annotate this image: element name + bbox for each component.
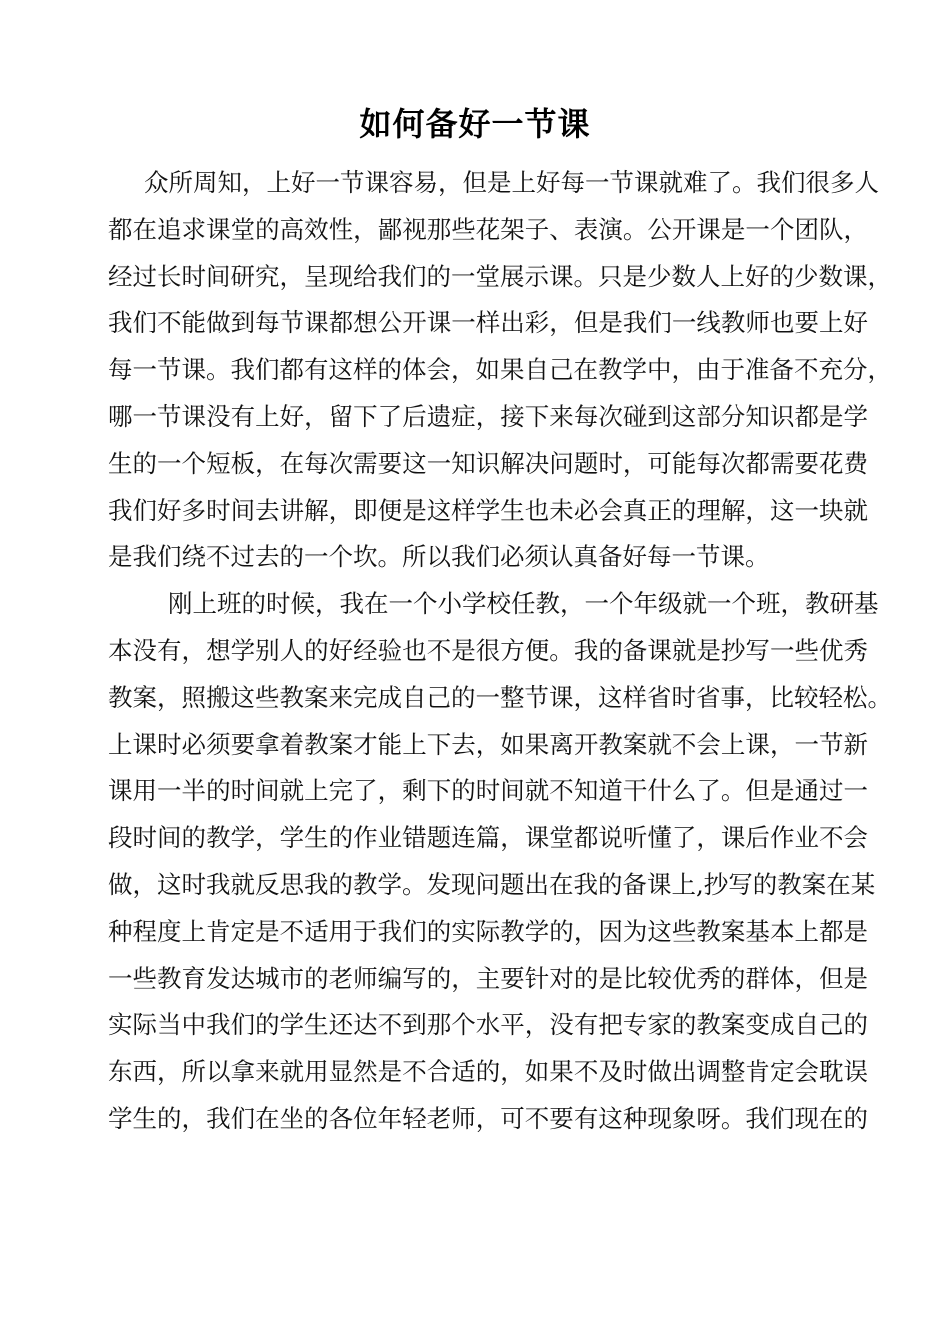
paragraph-1-line-5: 每一节课。我们都有这样的体会，如果自己在教学中，由于准备不充分， (108, 355, 892, 385)
paragraph-2-line-10: 实际当中我们的学生还达不到那个水平，没有把专家的教案变成自己的 (108, 1010, 868, 1040)
paragraph-2-line-3: 教案，照搬这些教案来完成自己的一整节课，这样省时省事，比较轻松。 (108, 682, 892, 712)
paragraph-2-line-4: 上课时必须要拿着教案才能上下去，如果离开教案就不会上课，一节新 (108, 729, 868, 759)
paragraph-2-line-5: 课用一半的时间就上完了，剩下的时间就不知道干什么了。但是通过一 (108, 776, 868, 806)
paragraph-2-line-2: 本没有，想学别人的好经验也不是很方便。我的备课就是抄写一些优秀 (108, 635, 868, 665)
paragraph-1-line-8: 我们好多时间去讲解，即便是这样学生也未必会真正的理解，这一块就 (108, 495, 868, 525)
paragraph-2-line-11: 东西，所以拿来就用显然是不合适的，如果不及时做出调整肯定会耽误 (108, 1057, 868, 1087)
paragraph-1-line-7: 生的一个短板，在每次需要这一知识解决问题时，可能每次都需要花费 (108, 448, 868, 478)
paragraph-1-line-6: 哪一节课没有上好，留下了后遗症，接下来每次碰到这部分知识都是学 (108, 401, 868, 431)
paragraph-1-line-9: 是我们绕不过去的一个坎。所以我们必须认真备好每一节课。 (108, 542, 770, 572)
paragraph-2-line-7: 做，这时我就反思我的教学。发现问题出在我的备课上,抄写的教案在某 (108, 869, 876, 899)
document-title: 如何备好一节课 (359, 105, 591, 143)
paragraph-2-line-8: 种程度上肯定是不适用于我们的实际教学的，因为这些教案基本上都是 (108, 916, 868, 946)
paragraph-2-line-9: 一些教育发达城市的老师编写的，主要针对的是比较优秀的群体，但是 (108, 963, 868, 993)
document-body (108, 160, 892, 1143)
paragraph-1-line-4: 我们不能做到每节课都想公开课一样出彩，但是我们一线教师也要上好 (108, 308, 868, 338)
paragraph-2-line-12: 学生的，我们在坐的各位年轻老师，可不要有这种现象呀。我们现在的 (108, 1103, 868, 1133)
paragraph-1-line-3: 经过长时间研究，呈现给我们的一堂展示课。只是少数人上好的少数课， (108, 261, 892, 291)
paragraph-1-line-2: 都在追求课堂的高效性，鄙视那些花架子、表演。公开课是一个团队， (108, 214, 868, 244)
paragraph-2-line-1: 刚上班的时候，我在一个小学校任教，一个年级就一个班，教研基 (168, 589, 879, 619)
paragraph-1-line-1: 众所周知，上好一节课容易，但是上好每一节课就难了。我们很多人 (144, 168, 879, 197)
paragraph-2-line-6: 段时间的教学，学生的作业错题连篇，课堂都说听懂了，课后作业不会 (108, 823, 868, 853)
